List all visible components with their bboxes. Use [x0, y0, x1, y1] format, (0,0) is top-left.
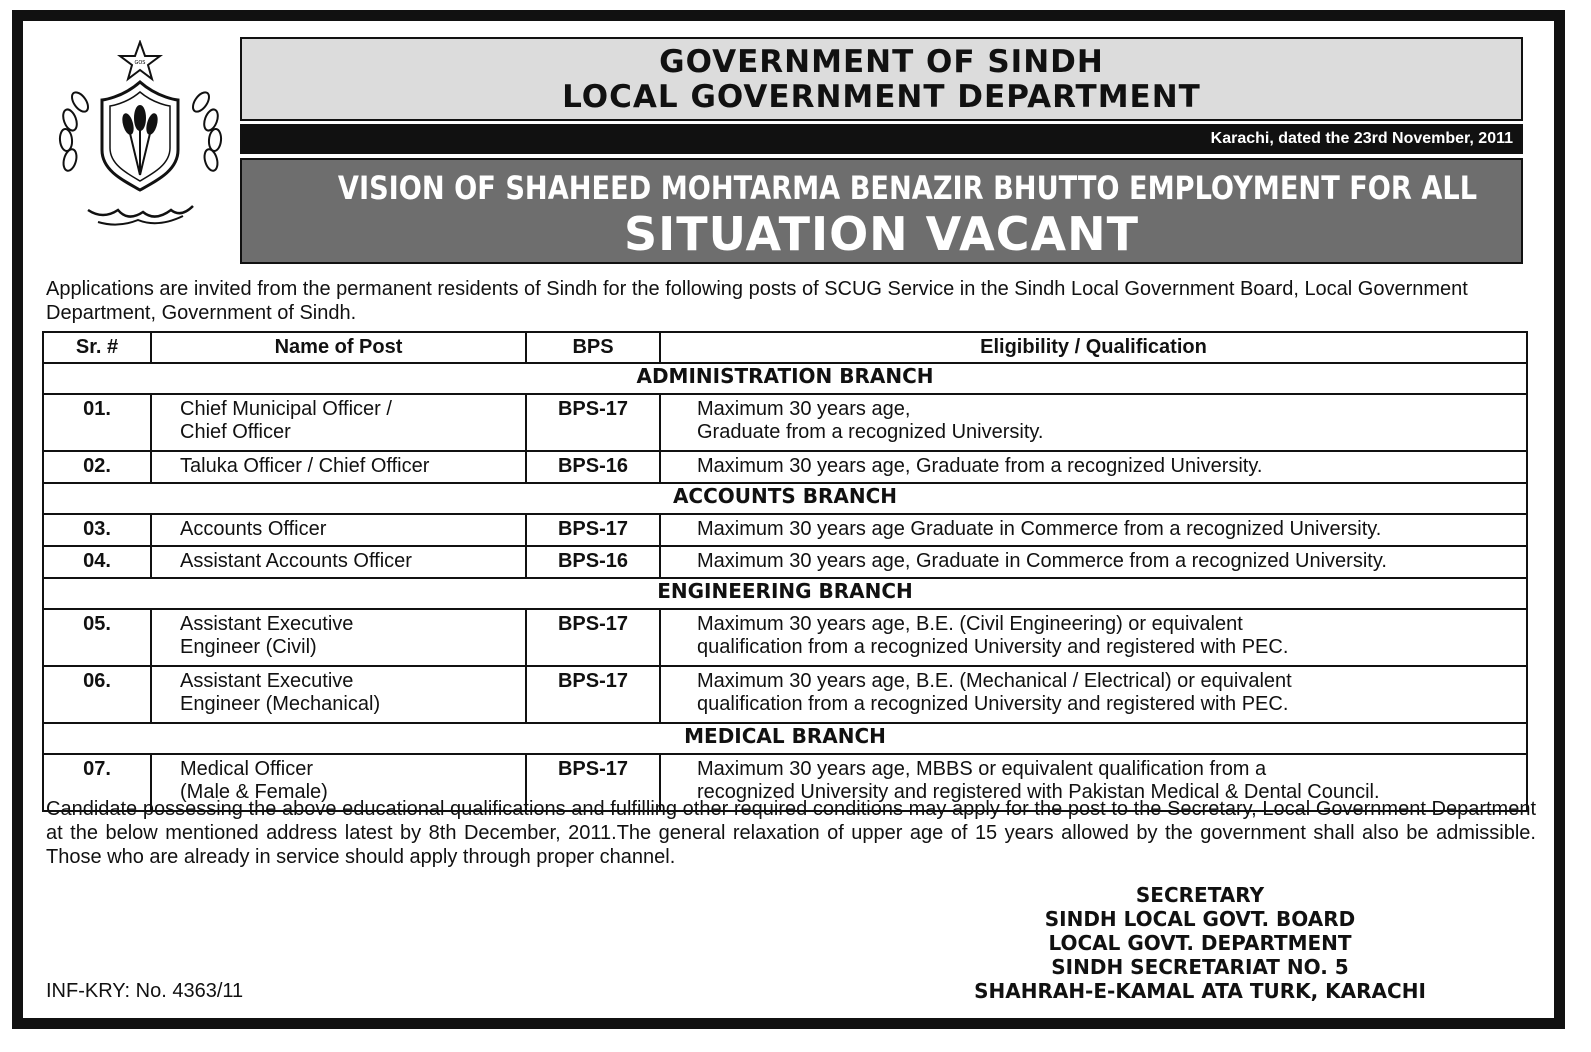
post-cell: Accounts Officer	[151, 514, 526, 546]
branch-row	[43, 723, 1527, 754]
table-row	[43, 514, 1527, 546]
eligibility-line: Maximum 30 years age, B.E. (Civil Engineering) or equivalent	[697, 613, 1243, 635]
post-line: Chief Municipal Officer /	[180, 398, 392, 420]
department-title: LOCAL GOVERNMENT DEPARTMENT	[562, 79, 1201, 115]
bps-cell: BPS-17	[526, 666, 660, 723]
bps-cell: BPS-16	[526, 546, 660, 578]
header-bps: BPS	[526, 332, 660, 363]
department-header	[240, 37, 1523, 121]
eligibility-line: Maximum 30 years age, B.E. (Mechanical / Electrical) or equivalent	[697, 670, 1292, 692]
header-sr: Sr. #	[43, 332, 151, 363]
sindh-government-emblem	[48, 40, 233, 240]
closing-paragraph: Candidate possessing the above educational qualifications and fulfilling other required conditions may apply for the post to the Secretary, Local Government Department at the below mentioned address latest by 8th December, 2011.The general relaxation of upper age of 15 years allowed by the government shall also be admissible. Those who are already in service should apply through proper channel.	[46, 798, 1536, 868]
government-title: GOVERNMENT OF SINDH	[659, 44, 1104, 80]
vision-text: VISION OF SHAHEED MOHTARMA BENAZIR BHUTTO EMPLOYMENT FOR ALL	[337, 169, 1478, 207]
bps-cell: BPS-17	[526, 609, 660, 666]
post-line: Chief Officer	[180, 421, 291, 443]
signature-line: SHAHRAH-E-KAMAL ATA TURK, KARACHI	[974, 979, 1426, 1003]
bps-cell: BPS-17	[526, 394, 660, 451]
branch-row	[43, 578, 1527, 609]
post-line: Medical Officer	[180, 758, 314, 780]
eligibility-line: Maximum 30 years age, MBBS or equivalent qualification from a	[697, 758, 1267, 780]
sr-cell: 07.	[43, 754, 151, 811]
table-row	[43, 394, 1527, 451]
signature-block	[900, 883, 1500, 1003]
signature-line: SINDH SECRETARIAT NO. 5	[1051, 955, 1349, 979]
vision-banner	[240, 158, 1523, 264]
table-row	[43, 609, 1527, 666]
svg-text:GOS: GOS	[134, 60, 146, 66]
sr-cell: 03.	[43, 514, 151, 546]
eligibility-line: Maximum 30 years age,	[697, 398, 911, 420]
post-cell	[151, 609, 526, 666]
branch-title: ACCOUNTS BRANCH	[43, 483, 1527, 514]
sr-cell: 02.	[43, 451, 151, 483]
header-post: Name of Post	[151, 332, 526, 363]
intro-paragraph: Applications are invited from the permanent residents of Sindh for the following posts of SCUG Service in the Sindh Local Government Board, Local Government Department, Government of Sindh.	[46, 278, 1468, 324]
branch-row	[43, 363, 1527, 394]
eligibility-line: recognized University and registered with Pakistan Medical & Dental Council.	[697, 781, 1380, 803]
eligibility-line: qualification from a recognized University and registered with PEC.	[697, 693, 1289, 715]
signature-line: SECRETARY	[1135, 883, 1265, 907]
signature-line: LOCAL GOVT. DEPARTMENT	[1048, 931, 1352, 955]
post-line: Engineer (Civil)	[180, 636, 317, 658]
branch-title: MEDICAL BRANCH	[43, 723, 1527, 754]
post-cell: Assistant Accounts Officer	[151, 546, 526, 578]
table-row	[43, 451, 1527, 483]
eligibility-cell: Maximum 30 years age, Graduate from a recognized University.	[660, 451, 1527, 483]
posts-table	[42, 331, 1528, 812]
table-row	[43, 666, 1527, 723]
situation-vacant-title: SITUATION VACANT	[623, 207, 1139, 261]
table-row	[43, 546, 1527, 578]
post-line: (Male & Female)	[180, 781, 328, 803]
eligibility-cell: Maximum 30 years age Graduate in Commerce from a recognized University.	[660, 514, 1527, 546]
sr-cell: 06.	[43, 666, 151, 723]
sr-cell: 04.	[43, 546, 151, 578]
eligibility-cell	[660, 609, 1527, 666]
branch-title: ADMINISTRATION BRANCH	[43, 363, 1527, 394]
eligibility-line: qualification from a recognized University and registered with PEC.	[697, 636, 1289, 658]
date-line: Karachi, dated the 23rd November, 2011	[240, 124, 1523, 154]
header-eligibility: Eligibility / Qualification	[660, 332, 1527, 363]
branch-row	[43, 483, 1527, 514]
post-line: Engineer (Mechanical)	[180, 693, 381, 715]
reference-number: INF-KRY: No. 4363/11	[46, 980, 244, 1002]
post-line: Assistant Executive	[180, 670, 354, 692]
post-cell	[151, 666, 526, 723]
branch-title: ENGINEERING BRANCH	[43, 578, 1527, 609]
sr-cell: 01.	[43, 394, 151, 451]
bps-cell: BPS-16	[526, 451, 660, 483]
post-cell	[151, 394, 526, 451]
bps-cell: BPS-17	[526, 754, 660, 811]
signature-line: SINDH LOCAL GOVT. BOARD	[1044, 907, 1356, 931]
eligibility-cell	[660, 666, 1527, 723]
bps-cell: BPS-17	[526, 514, 660, 546]
table-header-row	[43, 332, 1527, 363]
post-line: Assistant Executive	[180, 613, 354, 635]
eligibility-cell	[660, 394, 1527, 451]
eligibility-cell: Maximum 30 years age, Graduate in Commerce from a recognized University.	[660, 546, 1527, 578]
sr-cell: 05.	[43, 609, 151, 666]
eligibility-line: Graduate from a recognized University.	[697, 421, 1044, 443]
post-cell: Taluka Officer / Chief Officer	[151, 451, 526, 483]
